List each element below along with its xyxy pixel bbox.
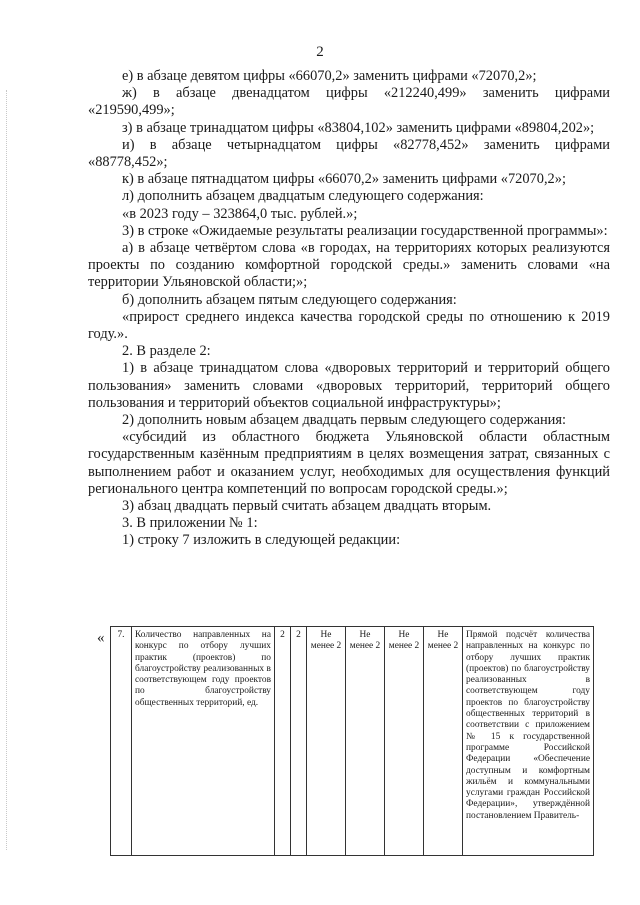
paragraph: з) в абзаце тринадцатом цифры «83804,102» заменить цифрами «89804,202»; [122,119,595,136]
document-body [88,68,610,550]
year-value-4: Не менее 2 [424,627,463,856]
page-number: 2 [316,44,324,60]
column-a-value: 2 [275,627,291,856]
paragraph: е) в абзаце девятом цифры «66070,2» заменить цифрами «72070,2»; [122,68,537,84]
paragraph: 3) абзац двадцать первый считать абзацем двадцать вторым. [122,498,492,515]
paragraph: б) дополнить абзацем пятым следующего содержания: [122,291,457,308]
paragraph: 3) в строке «Ожидаемые результаты реализации государственной программы»: [122,222,608,239]
indicator-table [110,626,594,856]
paragraph: л) дополнить абзацем двадцатым следующего содержания: [122,188,484,205]
paragraph: «в 2023 году – 323864,0 тыс. рублей.»; [122,205,358,222]
table-open-quote: « [97,630,105,646]
table-row [111,627,594,856]
calculation-method: Прямой подсчёт количества направленных на конкурс по отбору лучших практик (проектов) по благоустройству реализованных в соответствующем году проектов по благоустройству общественных территорий в соответствии с приложением № 15 к государственной программе Российской Федерации «Обеспечение доступным и комфортным жильём и коммунальными услугами граждан Российской Федерации», утверждённой постановлением Правитель- [463,627,594,856]
paragraph: 1) строку 7 изложить в следующей редакции: [122,532,401,549]
paragraph: к) в абзаце пятнадцатом цифры «66070,2» заменить цифрами «72070,2»; [122,171,566,188]
paragraph: а) в абзаце четвёртом слова «в городах, на территориях которых реализуются проекты по созданию комфортной городской среды.» заменить словами «на территории Ульяновской области;»; [88,240,610,291]
row-number: 7. [111,627,132,856]
column-b-value: 2 [291,627,307,856]
paragraph: и) в абзаце четырнадцатом цифры «82778,452» заменить цифрами «88778,452»; [88,136,610,171]
scan-edge-marks [6,90,9,850]
paragraph: 2) дополнить новым абзацем двадцать первым следующего содержания: [122,412,566,429]
year-value-3: Не менее 2 [385,627,424,856]
year-value-1: Не менее 2 [307,627,346,856]
paragraph: «субсидий из областного бюджета Ульяновской области областным государственным казённым предприятиям в целях возмещения затрат, связанных с выполнением работ и оказанием услуг, необходимых для осуществления функций регионального центра компетенций по вопросам городской среды.»; [88,429,610,497]
paragraph: «прирост среднего индекса качества городской среды по отношению к 2019 году.». [88,308,610,343]
paragraph: ж) в абзаце двенадцатом цифры «212240,499» заменить цифрами «219590,499»; [88,85,610,119]
paragraph: 1) в абзаце тринадцатом слова «дворовых территорий и территорий общего пользования» заменить словами «дворовых территорий, территорий общего пользования и территорий объектов социальной инфраструктуры»; [88,360,610,411]
paragraph: 2. В разделе 2: [122,343,211,360]
indicator-name: Количество направленных на конкурс по отбору лучших практик (проектов) по благоустройству реализованных в соответствующем году проектов по благоустройству общественных территорий, ед. [132,627,275,856]
year-value-2: Не менее 2 [346,627,385,856]
paragraph: 3. В приложении № 1: [122,515,258,532]
